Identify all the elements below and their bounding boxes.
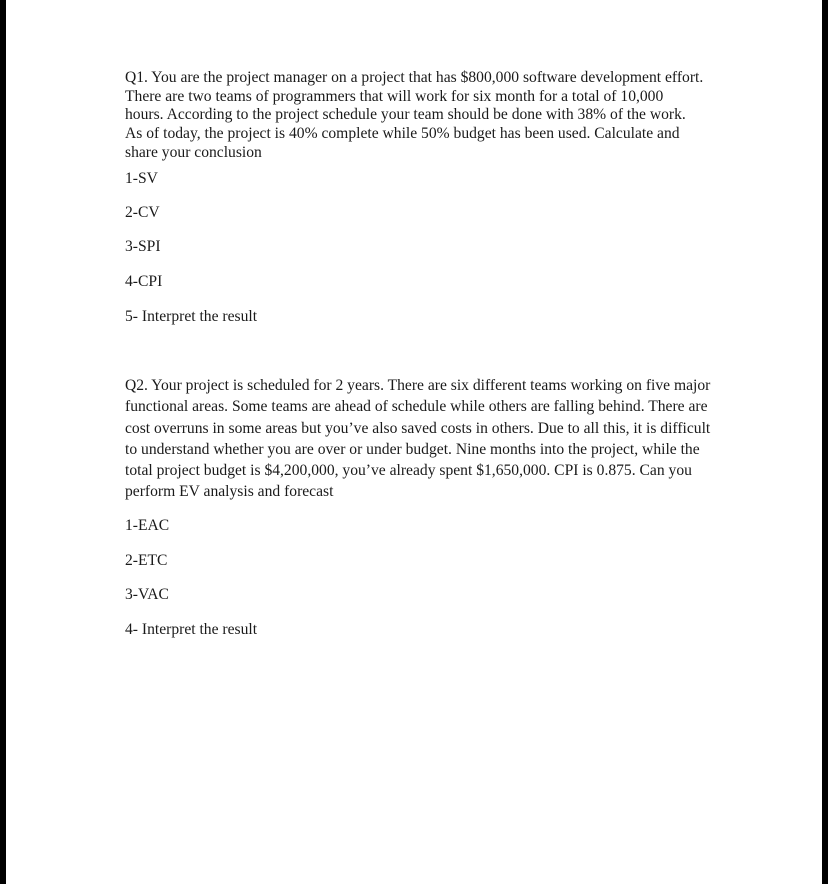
q1-item-spi: 3-SPI xyxy=(125,238,161,255)
q2-item-interpret: 4- Interpret the result xyxy=(125,621,258,638)
question-1-text: Q1. You are the project manager on a project that has $800,000 software development effort. There are two teams of programmers that will work for six month for a total of 10,000 hours. According to the project schedule your team should be done with 38% of the work. As of today, the project is 40% complete while 50% budget has been used. Calculate and share your conclusion xyxy=(125,69,704,161)
q1-item-cpi: 4-CPI xyxy=(125,273,163,290)
document-page xyxy=(6,0,822,884)
q2-item-eac: 1-EAC xyxy=(125,517,170,534)
q1-item-cv: 2-CV xyxy=(125,204,160,221)
question-2-text: Q2. Your project is scheduled for 2 years. There are six different teams working on five major functional areas. Some teams are ahead of schedule while others are falling behind. There are cost overruns in some areas but you’ve also saved costs in others. Due to all this, it is difficult to understand whether you are over or under budget. Nine months into the project, while the total project budget is $4,200,000, you’ve already spent $1,650,000. CPI is 0.875. Can you perform EV analysis and forecast xyxy=(125,377,711,501)
q1-item-sv: 1-SV xyxy=(125,170,158,187)
q2-item-vac: 3-VAC xyxy=(125,586,169,603)
q1-item-interpret: 5- Interpret the result xyxy=(125,308,258,325)
q2-item-etc: 2-ETC xyxy=(125,552,168,569)
